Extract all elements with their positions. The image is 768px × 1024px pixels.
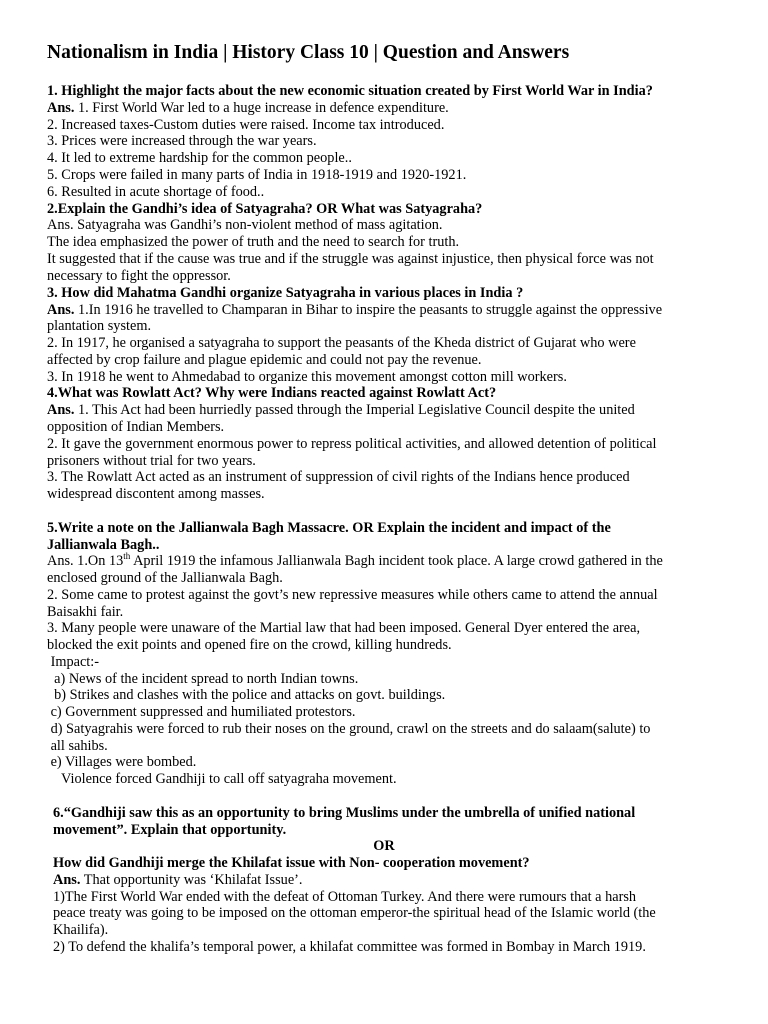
impact-item: a) News of the incident spread to north Indian towns. bbox=[47, 671, 359, 687]
ans-label: Ans. bbox=[53, 872, 81, 888]
answer-line: 2. It gave the government enormous power to repress political activities, and allowed detention of political bbox=[47, 436, 657, 452]
page-title: Nationalism in India | History Class 10 | Question and Answers bbox=[47, 42, 570, 63]
answer-line: plantation system. bbox=[47, 318, 152, 334]
question-6-cont: movement”. Explain that opportunity. bbox=[53, 822, 287, 838]
answer-line bbox=[47, 302, 662, 319]
question-5-cont: Jallianwala Bagh.. bbox=[47, 537, 160, 553]
answer-line: opposition of Indian Members. bbox=[47, 419, 225, 435]
answer-line: 2. Increased taxes-Custom duties were raised. Income tax introduced. bbox=[47, 117, 445, 133]
answer-line: peace treaty was going to be imposed on the ottoman emperor-the spiritual head of the Islamic world (the bbox=[53, 905, 656, 921]
answer-text: Ans. 1.On 13 bbox=[47, 553, 124, 569]
answer-line bbox=[47, 100, 449, 117]
impact-item: b) Strikes and clashes with the police and attacks on govt. buildings. bbox=[47, 687, 446, 703]
question-4: 4.What was Rowlatt Act? Why were Indians reacted against Rowlatt Act? bbox=[47, 385, 497, 401]
answer-text: April 1919 the infamous Jallianwala Bagh incident took place. A large crowd gathered in the bbox=[130, 553, 663, 569]
answer-line: Khailifa). bbox=[53, 922, 109, 938]
answer-line bbox=[47, 402, 635, 419]
ans-label: Ans. bbox=[47, 402, 75, 418]
answer-line: widespread discontent among masses. bbox=[47, 486, 265, 502]
answer-text: That opportunity was ‘Khilafat Issue’. bbox=[80, 872, 303, 888]
answer-line: necessary to fight the oppressor. bbox=[47, 268, 231, 284]
answer-line: The idea emphasized the power of truth and the need to search for truth. bbox=[47, 234, 460, 250]
answer-line: 5. Crops were failed in many parts of India in 1918-1919 and 1920-1921. bbox=[47, 167, 467, 183]
impact-item: Violence forced Gandhiji to call off satyagraha movement. bbox=[47, 771, 397, 787]
answer-line: It suggested that if the cause was true and if the struggle was against injustice, then physical force was not bbox=[47, 251, 654, 267]
impact-heading: Impact:- bbox=[47, 654, 100, 670]
answer-text: 1. First World War led to a huge increase in defence expenditure. bbox=[74, 100, 449, 116]
impact-item: d) Satyagrahis were forced to rub their noses on the ground, crawl on the streets and do salaam(salute) to bbox=[47, 721, 651, 737]
answer-line: Baisakhi fair. bbox=[47, 604, 124, 620]
answer-line: prisoners without trial for two years. bbox=[47, 453, 256, 469]
answer-line: 4. It led to extreme hardship for the common people.. bbox=[47, 150, 352, 166]
question-5: 5.Write a note on the Jallianwala Bagh Massacre. OR Explain the incident and impact of the bbox=[47, 520, 611, 536]
answer-line: Ans. Satyagraha was Gandhi’s non-violent method of mass agitation. bbox=[47, 217, 443, 233]
impact-item: all sahibs. bbox=[47, 738, 108, 754]
or-separator: OR bbox=[373, 838, 395, 854]
answer-line: 3. Many people were unaware of the Martial law that had been imposed. General Dyer entered the area, bbox=[47, 620, 641, 636]
answer-line: 2) To defend the khalifa’s temporal power, a khilafat committee was formed in Bombay in March 1919. bbox=[53, 939, 646, 955]
answer-line: 3. In 1918 he went to Ahmedabad to organize this movement amongst cotton mill workers. bbox=[47, 369, 567, 385]
answer-line: 2. Some came to protest against the govt’s new repressive measures while others came to attend the annual bbox=[47, 587, 658, 603]
answer-text: 1. This Act had been hurriedly passed through the Imperial Legislative Council despite the united bbox=[74, 402, 635, 418]
question-6-alt: How did Gandhiji merge the Khilafat issue with Non- cooperation movement? bbox=[53, 855, 530, 871]
ans-label: Ans. bbox=[47, 100, 75, 116]
answer-line: blocked the exit points and opened fire on the crowd, killing hundreds. bbox=[47, 637, 452, 653]
answer-line bbox=[47, 553, 663, 570]
answer-line: 2. In 1917, he organised a satyagraha to support the peasants of the Kheda district of Gujarat who were bbox=[47, 335, 636, 351]
answer-line: enclosed ground of the Jallianwala Bagh. bbox=[47, 570, 283, 586]
answer-line: 6. Resulted in acute shortage of food.. bbox=[47, 184, 265, 200]
answer-line: 3. The Rowlatt Act acted as an instrument of suppression of civil rights of the Indians hence produced bbox=[47, 469, 630, 485]
impact-item: e) Villages were bombed. bbox=[47, 754, 197, 770]
impact-item: c) Government suppressed and humiliated protestors. bbox=[47, 704, 356, 720]
question-3: 3. How did Mahatma Gandhi organize Satyagraha in various places in India ? bbox=[47, 285, 524, 301]
answer-line bbox=[53, 872, 303, 889]
question-1: 1. Highlight the major facts about the new economic situation created by First World War in India? bbox=[47, 83, 653, 99]
answer-line: 3. Prices were increased through the war years. bbox=[47, 133, 317, 149]
answer-line: affected by crop failure and plague epidemic and could not pay the revenue. bbox=[47, 352, 482, 368]
ans-label: Ans. bbox=[47, 302, 75, 318]
answer-line: 1)The First World War ended with the defeat of Ottoman Turkey. And there were rumours that a harsh bbox=[53, 889, 637, 905]
question-2: 2.Explain the Gandhi’s idea of Satyagraha? OR What was Satyagraha? bbox=[47, 201, 483, 217]
superscript: th bbox=[123, 551, 131, 562]
answer-text: 1.In 1916 he travelled to Champaran in Bihar to inspire the peasants to struggle against the oppressive bbox=[74, 302, 663, 318]
question-6: 6.“Gandhiji saw this as an opportunity to bring Muslims under the umbrella of unified national bbox=[53, 805, 636, 821]
